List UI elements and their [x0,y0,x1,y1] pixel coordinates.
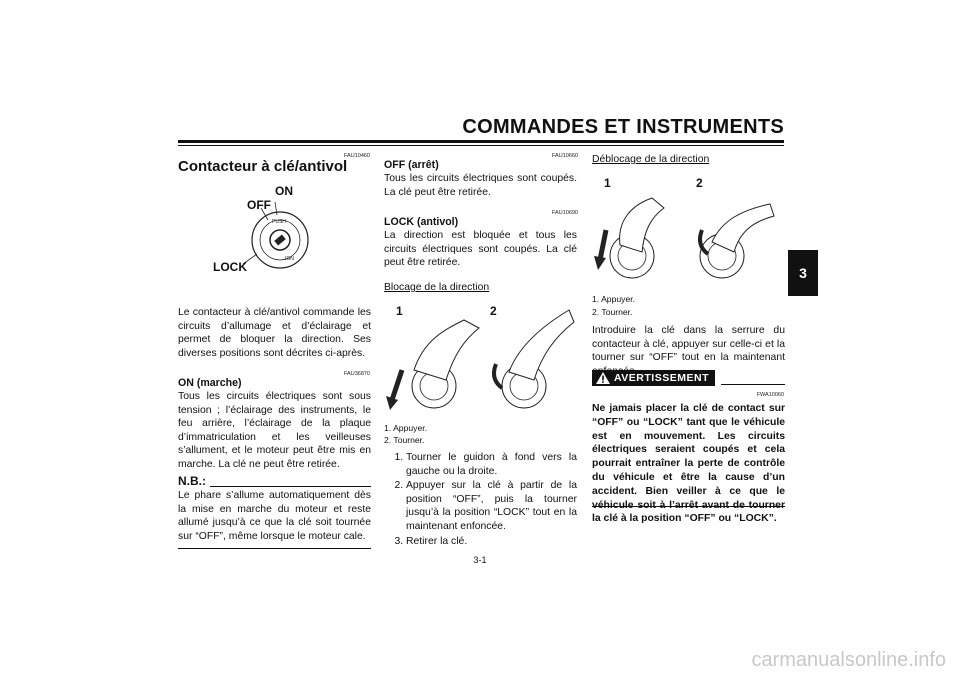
caption-2: 2. Tourner. [592,307,633,317]
fig-label-lock: LOCK [213,260,247,274]
nb-text: Le phare s’allume automatiquement dès la mise en marche du moteur et reste allumé jusqu’à ce que la clé soit tournée sur “OFF”, même lorsque le moteur cale. [178,490,371,542]
ref-code: FWA10060 [756,392,784,398]
ref-code: FAU36870 [344,371,370,377]
off-title: OFF (arrêt) [384,159,439,171]
watermark: carmanualsonline.info [751,649,946,671]
deblocage-illustration [592,170,785,288]
on-title: ON (marche) [178,377,242,389]
lock-title: LOCK (antivol) [384,216,459,228]
warning-icon [596,372,610,384]
chapter-tab: 3 [788,250,818,296]
ref-code: FAU10690 [552,210,578,216]
nb-bottom-rule [178,548,371,549]
fig-label-off: OFF [247,198,271,212]
fig-label-2: 2 [696,176,703,190]
intro-paragraph: Le contacteur à clé/antivol commande les circuits d’allumage et d’éclairage et permet de bloquer la direction. Ses diverses positions sont décrites ci-après. [178,307,371,359]
header-rule [178,140,784,143]
caption-1: 1. Appuyer. [592,294,636,304]
step-item: 2. Appuyer sur la clé à partir de la position “OFF”, puis la tourner jusqu’à la position “LOCK” tout en la maintenant enfoncée. [406,479,577,533]
svg-text:IGN: IGN [285,256,294,262]
deblocage-text: Introduire la clé dans la serrure du contacteur à clé, appuyer sur celle-ci et la tourner sur “OFF” tout en la maintenant [592,325,785,364]
warning-label: AVERTISSEMENT [614,372,709,384]
blocage-title: Blocage de la direction [384,282,490,293]
deblocage-figure [592,170,785,288]
deblocage-title: Déblocage de la direction [592,154,710,165]
step-item: 3. Retirer la clé. [406,535,577,549]
key-switch-figure [205,182,345,282]
warning-bottom-rule [592,506,785,507]
fig-label-on: ON [275,184,293,198]
caption-2: 2. Tourner. [384,435,425,445]
lock-description: La direction est bloquée et tous les circuits électriques sont coupés. La clé peut être retirée. [384,230,577,269]
page-number: 3-1 [473,555,487,565]
fig-label-2: 2 [490,304,497,318]
on-description: Tous les circuits électriques sont sous tension ; l’éclairage des instruments, le feu arrière, l’éclairage de la plaque d’immatriculation et les veilleuses s’allument, et le moteur peut être mis en marche. La clé ne peut être retirée. [178,391,371,470]
nb-rule [210,486,371,487]
page-header-title: COMMANDES ET INSTRUMENTS [462,116,784,138]
svg-text:PUSH: PUSH [272,219,286,225]
warning-text: Ne jamais placer la clé de contact sur “OFF” ou “LOCK” tant que le véhicule est en mouvement. Les circuits électriques seraient coupés et cela pourrait entraîner la perte de contrôle du véhicule et être la cause d’un accident. Bien veiller à ce que le la clé à la position “OFF” ou “LOCK”. [592,403,785,525]
blocage-figure [384,300,577,418]
nb-block [178,474,371,549]
caption-1: 1. Appuyer. [384,423,428,433]
warning-label-box [592,370,715,386]
blocage-illustration [384,300,577,418]
blocage-steps [384,451,577,549]
fig-label-1: 1 [396,304,403,318]
off-description: Tous les circuits électriques sont coupés. La clé peut être retirée. [384,173,577,198]
ref-code: FAU10660 [552,153,578,159]
nb-label: N.B.: [178,474,206,488]
fig-label-1: 1 [604,176,611,190]
step-item: 1. Tourner le guidon à fond vers la gauche ou la droite. [406,451,577,478]
ref-code: FAU10460 [344,153,370,159]
warning-rule [721,384,785,385]
header-rule-thin [178,145,784,146]
section-heading: Contacteur à clé/antivol [178,158,348,175]
warning-header [592,370,785,386]
